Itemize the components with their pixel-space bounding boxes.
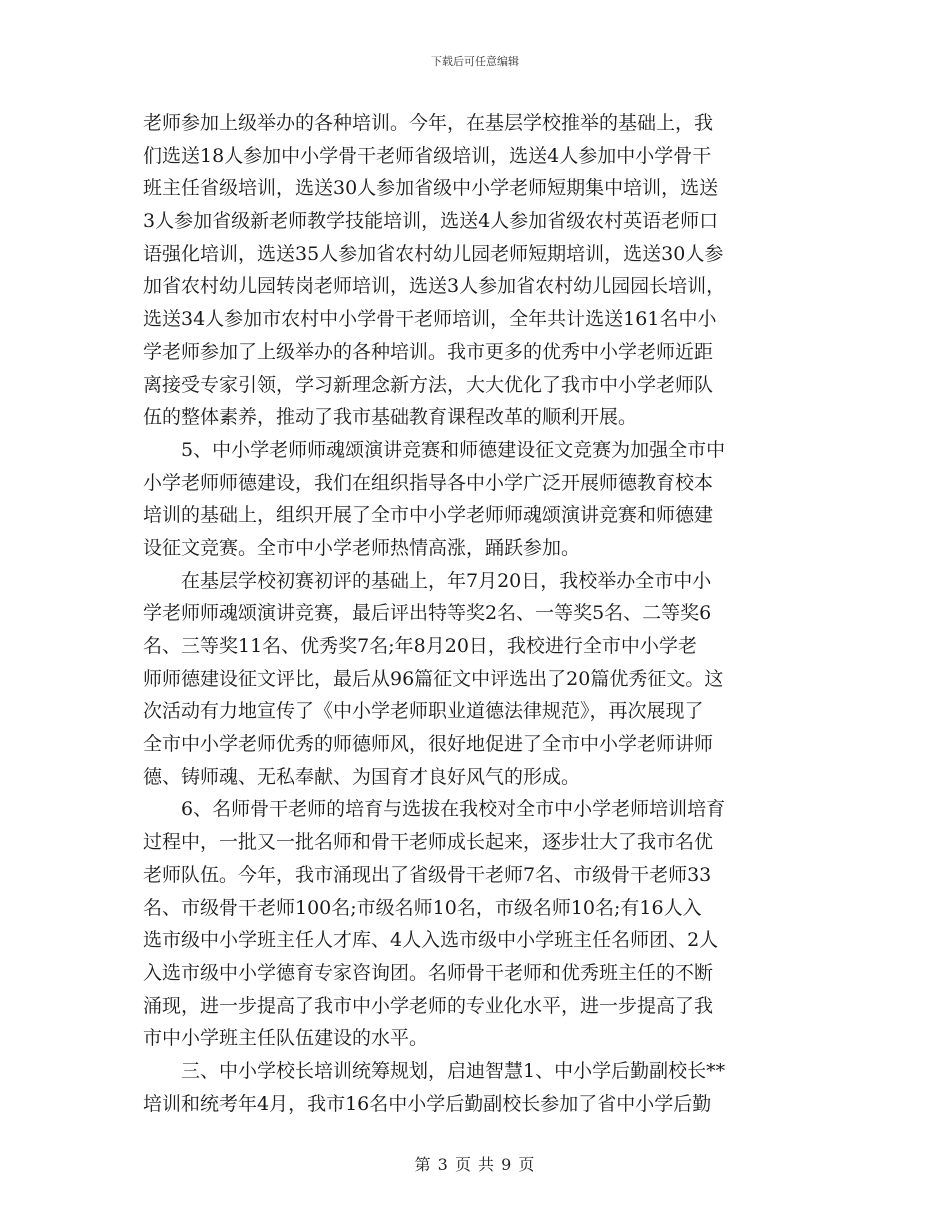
page-header-note: 下载后可任意编辑 [431, 55, 519, 68]
text-line: 过程中，一批又一批名师和骨干老师成长起来，逐步壮大了我市名优 [143, 831, 714, 854]
text-line: 选市级中小学班主任人才库、4人入选市级中小学班主任名师团、2人 [143, 929, 719, 952]
text-line: 语强化培训，选送35人参加省农村幼儿园老师短期培训，选送30人参 [143, 242, 724, 265]
text-line: 加省农村幼儿园转岗老师培训，选送3人参加省农村幼儿园园长培训， [143, 275, 726, 298]
text-line: 三、中小学校长培训统筹规划，启迪智慧1、中小学后勤副校长** [143, 1059, 726, 1082]
text-line: 小学老师师德建设，我们在组织指导各中小学广泛开展师德教育校本 [143, 471, 714, 494]
text-line: 培训和统考年4月，我市16名中小学后勤副校长参加了省中小学后勤 [143, 1092, 712, 1115]
text-line: 学老师参加了上级举办的各种培训。我市更多的优秀中小学老师近距 [143, 340, 714, 363]
text-line: 选送34人参加市农村中小学骨干老师培训，全年共计选送161名中小 [143, 308, 717, 331]
text-line: 名、市级骨干老师100名;市级名师10名，市级名师10名;有16人入 [143, 896, 702, 919]
text-line: 离接受专家引领，学习新理念新方法，大大优化了我市中小学老师队 [143, 373, 714, 396]
text-line: 入选市级中小学德育专家咨询团。名师骨干老师和优秀班主任的不断 [143, 961, 714, 984]
text-line: 3人参加省级新老师教学技能培训，选送4人参加省级农村英语老师口 [143, 210, 719, 233]
text-line: 市中小学班主任队伍建设的水平。 [143, 1027, 429, 1050]
document-body [143, 107, 815, 1120]
text-line: 涌现，进一步提高了我市中小学老师的专业化水平，进一步提高了我 [143, 994, 714, 1017]
text-line: 6、名师骨干老师的培育与选拔在我校对全市中小学老师培训培育 [143, 798, 726, 821]
text-line: 次活动有力地宣传了《中小学老师职业道德法律规范》，再次展现了 [143, 700, 704, 723]
text-line: 师师德建设征文评比，最后从96篇征文中评选出了20篇优秀征文。这 [143, 667, 724, 690]
text-line: 老师队伍。今年，我市涌现出了省级骨干老师7名、市级骨干老师33 [143, 863, 712, 886]
text-line: 名、三等奖11名、优秀奖7名;年8月20日，我校进行全市中小学老 [143, 635, 697, 657]
text-line: 学老师师魂颂演讲竞赛，最后评出特等奖2名、一等奖5名、二等奖6 [143, 602, 712, 625]
text-line: 老师参加上级举办的各种培训。今年，在基层学校推举的基础上，我 [143, 112, 714, 134]
text-line: 5、中小学老师师魂颂演讲竞赛和师德建设征文竞赛为加强全市中 [143, 438, 726, 461]
text-line: 们选送18人参加中小学骨干老师省级培训，选送4人参加中小学骨干 [143, 144, 712, 167]
text-line: 在基层学校初赛初评的基础上，年7月20日，我校举办全市中小 [143, 569, 712, 592]
text-line: 设征文竞赛。全市中小学老师热情高涨，踊跃参加。 [143, 536, 581, 559]
text-line: 德、铸师魂、无私奉献、为国育才良好风气的形成。 [143, 765, 581, 788]
page-number: 第 3 页 共 9 页 [414, 1155, 536, 1174]
text-line: 培训的基础上，组织开展了全市中小学老师师魂颂演讲竞赛和师德建 [143, 504, 714, 527]
text-line: 伍的整体素养，推动了我市基础教育课程改革的顺利开展。 [143, 406, 638, 429]
text-line: 班主任省级培训，选送30人参加省级中小学老师短期集中培训，选送 [143, 177, 719, 200]
text-line: 全市中小学老师优秀的师德师风，很好地促进了全市中小学老师讲师 [143, 733, 714, 756]
